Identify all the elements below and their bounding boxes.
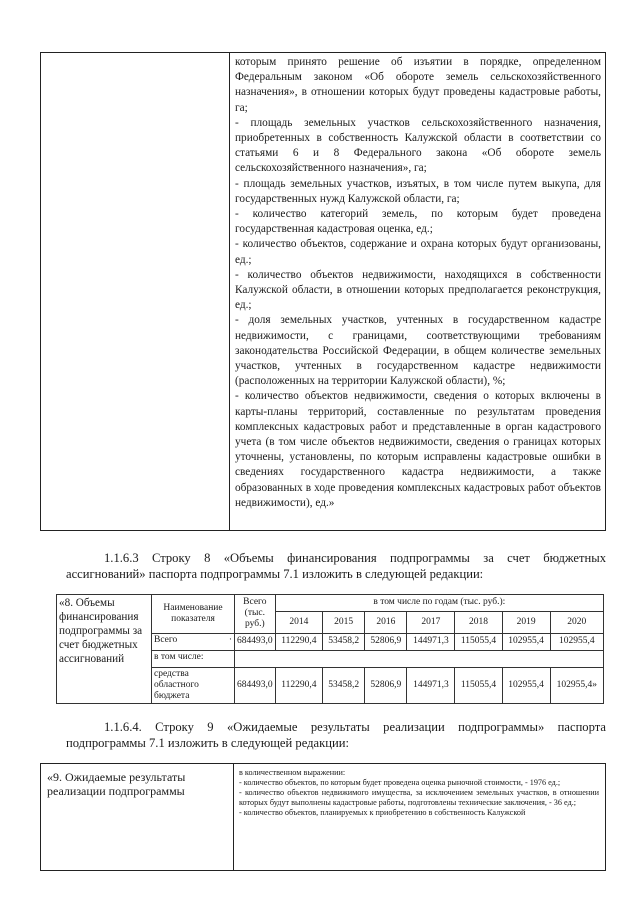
indicator-line: - площадь земельных участков сельскохозяйственного назначения, приобретенных в собственность Калужской области в соответствии со статьями 6 и 8 Федерального закона «Об обороте земель сельскохозяйственного назначения», га; (235, 116, 601, 175)
row-label: в том числе: (152, 650, 235, 667)
result-line: - количество объектов, планируемых к приобретению в собственность Калужской (239, 808, 526, 817)
cell-value: 115055,4 (455, 667, 502, 703)
col-total-header: Всего (тыс. руб.) (235, 595, 276, 634)
cell-value: 102955,4 (550, 633, 604, 650)
table-divider (229, 53, 230, 530)
year-header: 2020 (550, 611, 604, 633)
table-row (57, 667, 604, 703)
cell-value: 684493,0 (235, 633, 276, 650)
col-name-header: Наименование показателя (152, 595, 235, 634)
indicator-line: - количество объектов недвижимости, сведения о которых включены в карты-планы территорий, составленные по результатам проведения комплексных кадастровых работ и представленные в орган кадастрового учета (в том числе объектов недвижимости, сведения о границах которых уточнены, установлены, по которым исправлены кадастровые ошибки в сведениях государственного кадастра недвижимости, а также образованных в ходе проведения комплексных кадастровых работ объектов недвижимости), ед.» (235, 390, 601, 509)
indicator-line: - количество объектов, содержание и охрана которых будут организованы, ед.; (235, 238, 601, 266)
funding-table (56, 594, 604, 704)
indicator-line: - количество категорий земель, по которым будет проведена государственная кадастровая оценка, ед.; (235, 208, 601, 236)
col-years-group-header: в том числе по годам (тыс. руб.): (275, 595, 603, 612)
paragraph-1163: 1.1.6.3 Строку 8 «Объемы финансирования подпрограммы за счет бюджетных ассигнований» паспорта подпрограммы 7.1 изложить в следующей редакции: (66, 551, 606, 581)
cell-value: 115055,4 (455, 633, 502, 650)
cell-value: 144971,3 (407, 667, 455, 703)
results-lead: «9. Ожидаемые результаты реализации подпрограммы (47, 770, 186, 798)
indicator-line: - доля земельных участков, учтенных в государственном кадастре недвижимости, с границами, соответствующими требованиям законодательства Российской Федерации, в общем количестве земельных участков, учтенных в государственном кадастре недвижимости (расположенных на территории Калужской области), %; (235, 314, 601, 388)
row-label: Всего · (152, 633, 235, 650)
year-header: 2019 (502, 611, 550, 633)
indicator-line: которым принято решение об изъятии в порядке, определенном Федеральным законом «Об обороте земель сельскохозяйственного назначения», в отношении которых будут проведены кадастровые работы, га; (235, 56, 601, 114)
continuation-table (40, 52, 606, 531)
empty-cell (235, 650, 604, 667)
results-table (40, 763, 606, 871)
cell-value: 52806,9 (365, 667, 407, 703)
cell-value: 112290,4 (275, 667, 322, 703)
cell-value: 102955,4» (550, 667, 604, 703)
cell-value: 102955,4 (502, 667, 550, 703)
indicators-text (235, 55, 601, 511)
table-divider (233, 764, 234, 870)
results-text (239, 768, 599, 818)
cell-value: 144971,3 (407, 633, 455, 650)
result-line: - количество объектов недвижимого имущества, за исключением земельных участков, в отношении которых будут выполнены кадастровые работы, подготовлены технические заключения, - 36 ед.; (239, 788, 599, 807)
lead-continuation (57, 667, 152, 703)
cell-value: 53458,2 (323, 633, 365, 650)
funding-lead: «8. Объемы финансирования подпрограммы за счет бюджетных ассигнований (57, 595, 152, 668)
year-header: 2014 (275, 611, 322, 633)
year-header: 2016 (365, 611, 407, 633)
cell-value: 684493,0 (235, 667, 276, 703)
result-line: - количество объектов, по которым будет проведена оценка рыночной стоимости, - 1976 ед.; (239, 778, 561, 787)
indicator-line: - площадь земельных участков, изъятых, в том числе путем выкупа, для государственных нужд Калужской области, га; (235, 177, 601, 205)
cell-value: 112290,4 (275, 633, 322, 650)
indicator-line: - количество объектов недвижимости, находящихся в собственности Калужской области, в отношении которых предполагается реконструкция, ед.; (235, 268, 601, 312)
result-line: в количественном выражении: (239, 768, 346, 777)
cell-value: 53458,2 (323, 667, 365, 703)
year-header: 2015 (323, 611, 365, 633)
year-header: 2018 (455, 611, 502, 633)
row-label: средства областного бюджета (152, 667, 235, 703)
year-header: 2017 (407, 611, 455, 633)
cell-value: 52806,9 (365, 633, 407, 650)
paragraph-1164: 1.1.6.4. Строку 9 «Ожидаемые результаты реализации подпрограммы» паспорта подпрограммы 7.1 изложить в следующей редакции: (66, 720, 606, 750)
cell-value: 102955,4 (502, 633, 550, 650)
